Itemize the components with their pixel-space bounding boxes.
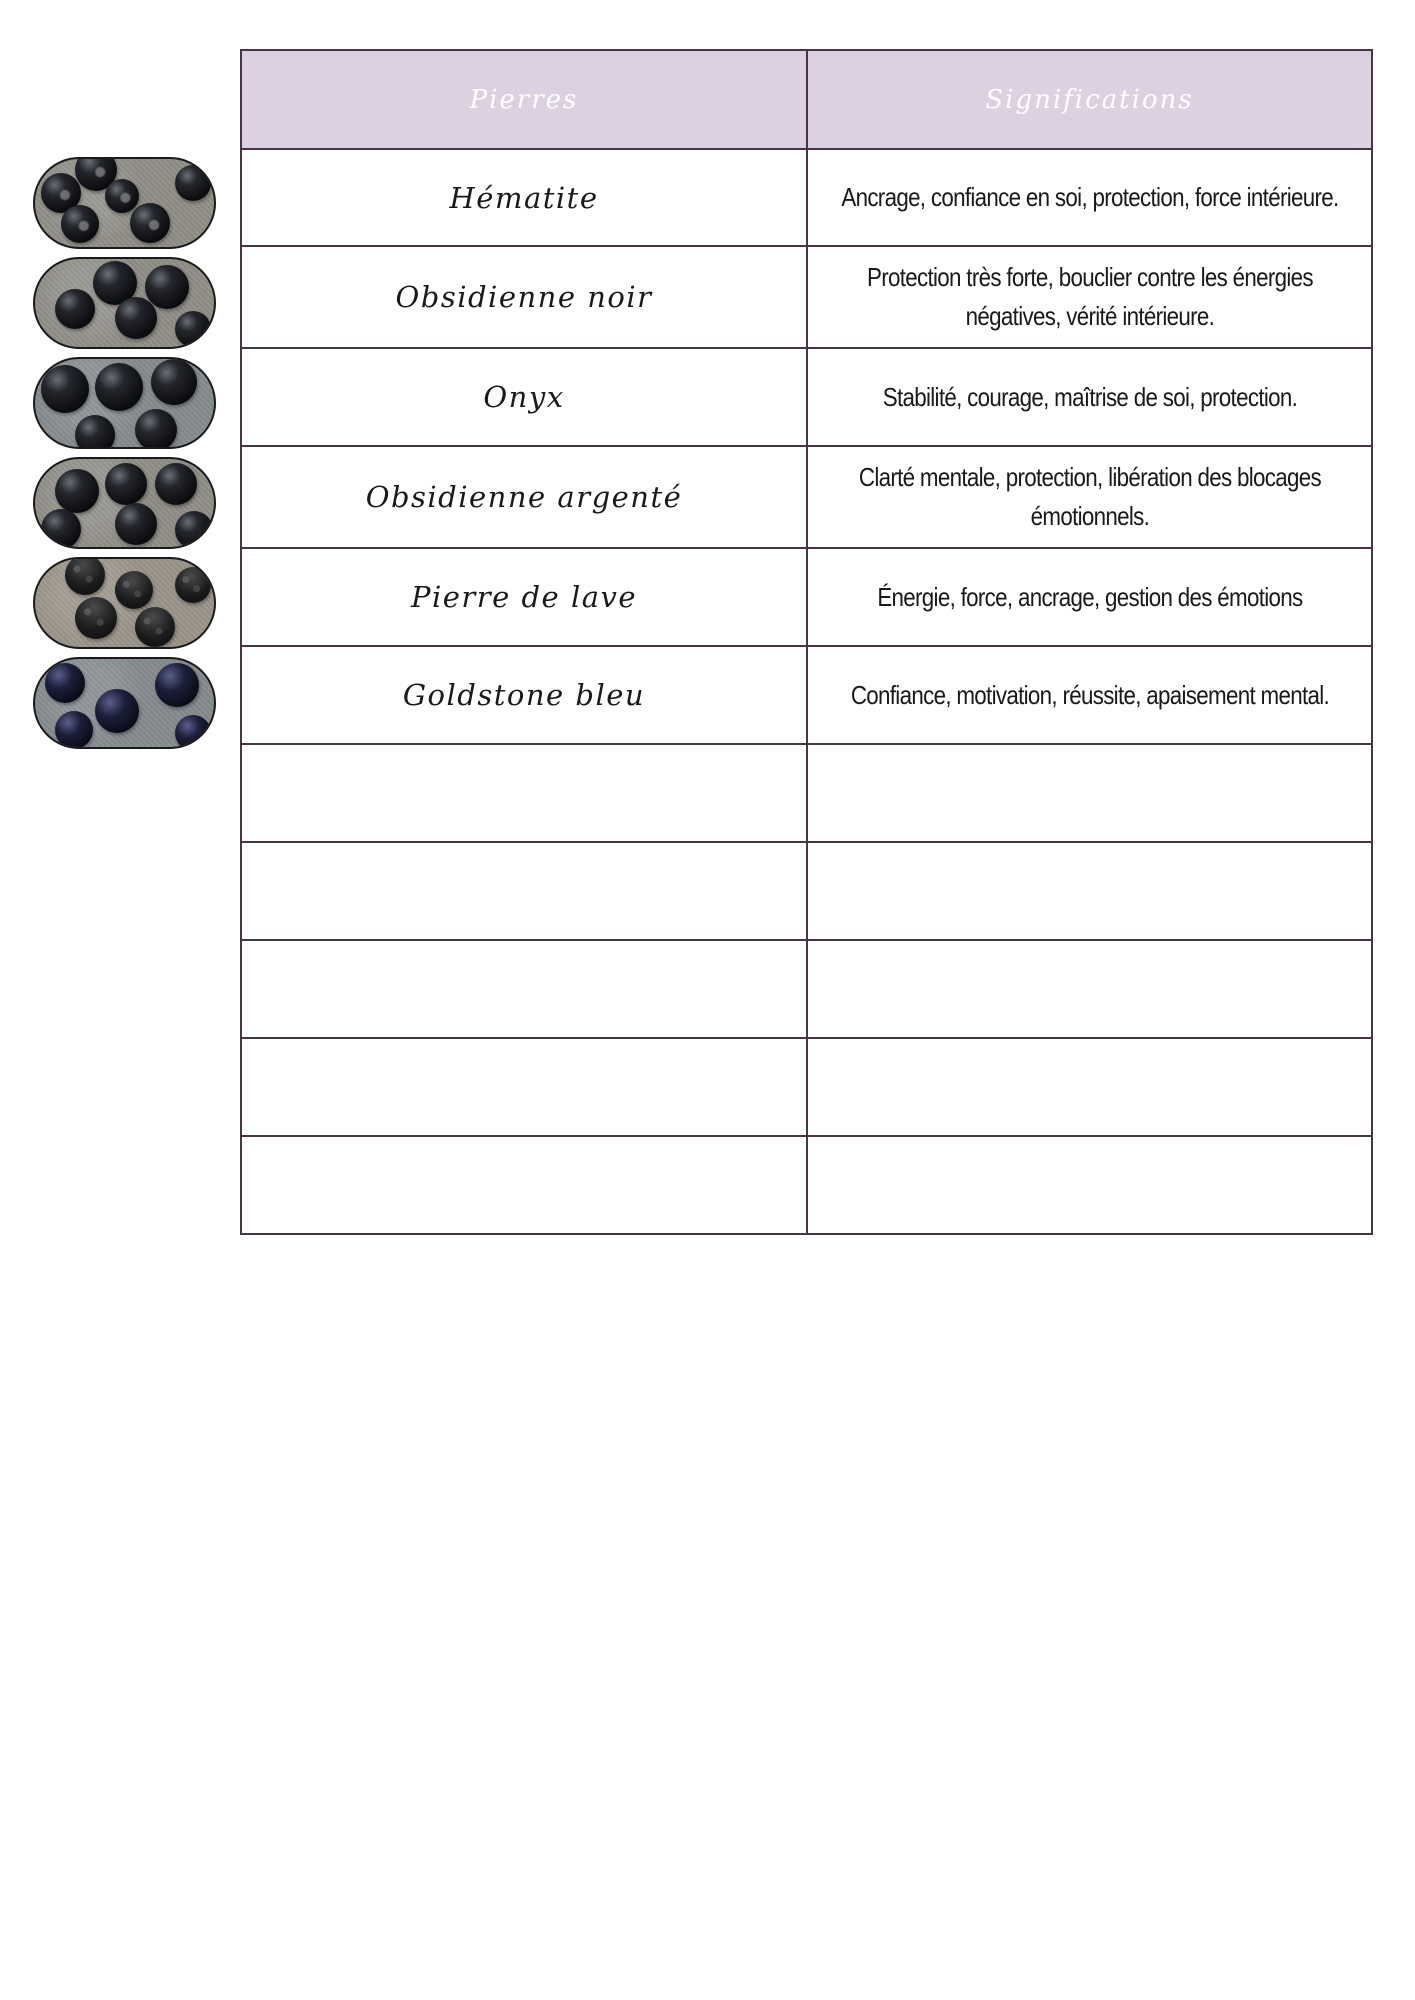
stone-meaning: Ancrage, confiance en soi, protection, force intérieure.: [840, 182, 1339, 212]
table-row: [241, 1038, 1372, 1136]
meaning-cell: [807, 348, 1372, 446]
stone-cell: [241, 744, 807, 842]
stone-cell: [241, 646, 807, 744]
table-row: [241, 446, 1372, 548]
lava-stone-beads-image: [33, 557, 216, 649]
stone-name: Obsidienne noir: [395, 280, 653, 314]
stone-name: Obsidienne argenté: [365, 480, 683, 514]
stone-meaning: Clarté mentale, protection, libération des blocages émotionnels.: [858, 462, 1321, 531]
meaning-cell: [807, 842, 1372, 940]
table-row: [241, 246, 1372, 348]
meaning-cell: [807, 246, 1372, 348]
black-obsidian-beads-image: [33, 257, 216, 349]
meaning-cell: [807, 744, 1372, 842]
stone-cell: [241, 548, 807, 646]
meaning-cell: [807, 1038, 1372, 1136]
stone-meaning: Confiance, motivation, réussite, apaisement mental.: [850, 679, 1329, 710]
table-header-row: [241, 50, 1372, 149]
table-row: [241, 1136, 1372, 1234]
stone-cell: [241, 149, 807, 246]
table-row: [241, 348, 1372, 446]
stone-cell: [241, 842, 807, 940]
stone-meaning: Énergie, force, ancrage, gestion des émotions: [876, 581, 1303, 612]
header-stones: Pierres: [241, 50, 807, 149]
silver-obsidian-beads-image: [33, 457, 216, 549]
meaning-cell: [807, 548, 1372, 646]
header-meanings: Significations: [807, 50, 1372, 149]
stone-cell: [241, 246, 807, 348]
table-row: [241, 842, 1372, 940]
stone-cell: [241, 1136, 807, 1234]
stone-cell: [241, 1038, 807, 1136]
blue-goldstone-beads-image: [33, 657, 216, 749]
stone-name: Goldstone bleu: [402, 678, 646, 712]
meaning-cell: [807, 149, 1372, 246]
stone-thumbnails: [33, 157, 220, 757]
meaning-cell: [807, 446, 1372, 548]
table-row: [241, 744, 1372, 842]
meaning-cell: [807, 646, 1372, 744]
table-row: [241, 646, 1372, 744]
stones-table: [240, 49, 1373, 1235]
stone-cell: [241, 446, 807, 548]
stone-cell: [241, 940, 807, 1038]
stone-name: Hématite: [449, 180, 599, 215]
stone-cell: [241, 348, 807, 446]
table-row: [241, 149, 1372, 246]
meaning-cell: [807, 940, 1372, 1038]
hematite-beads-image: [33, 157, 216, 249]
stone-name: Pierre de lave: [410, 580, 638, 614]
stone-meaning: Stabilité, courage, maîtrise de soi, protection.: [882, 381, 1297, 412]
stone-name: Onyx: [483, 380, 565, 414]
onyx-beads-image: [33, 357, 216, 449]
table-row: [241, 548, 1372, 646]
table-row: [241, 940, 1372, 1038]
stone-meaning: Protection très forte, bouclier contre les énergies négatives, vérité intérieure.: [866, 262, 1313, 331]
meaning-cell: [807, 1136, 1372, 1234]
